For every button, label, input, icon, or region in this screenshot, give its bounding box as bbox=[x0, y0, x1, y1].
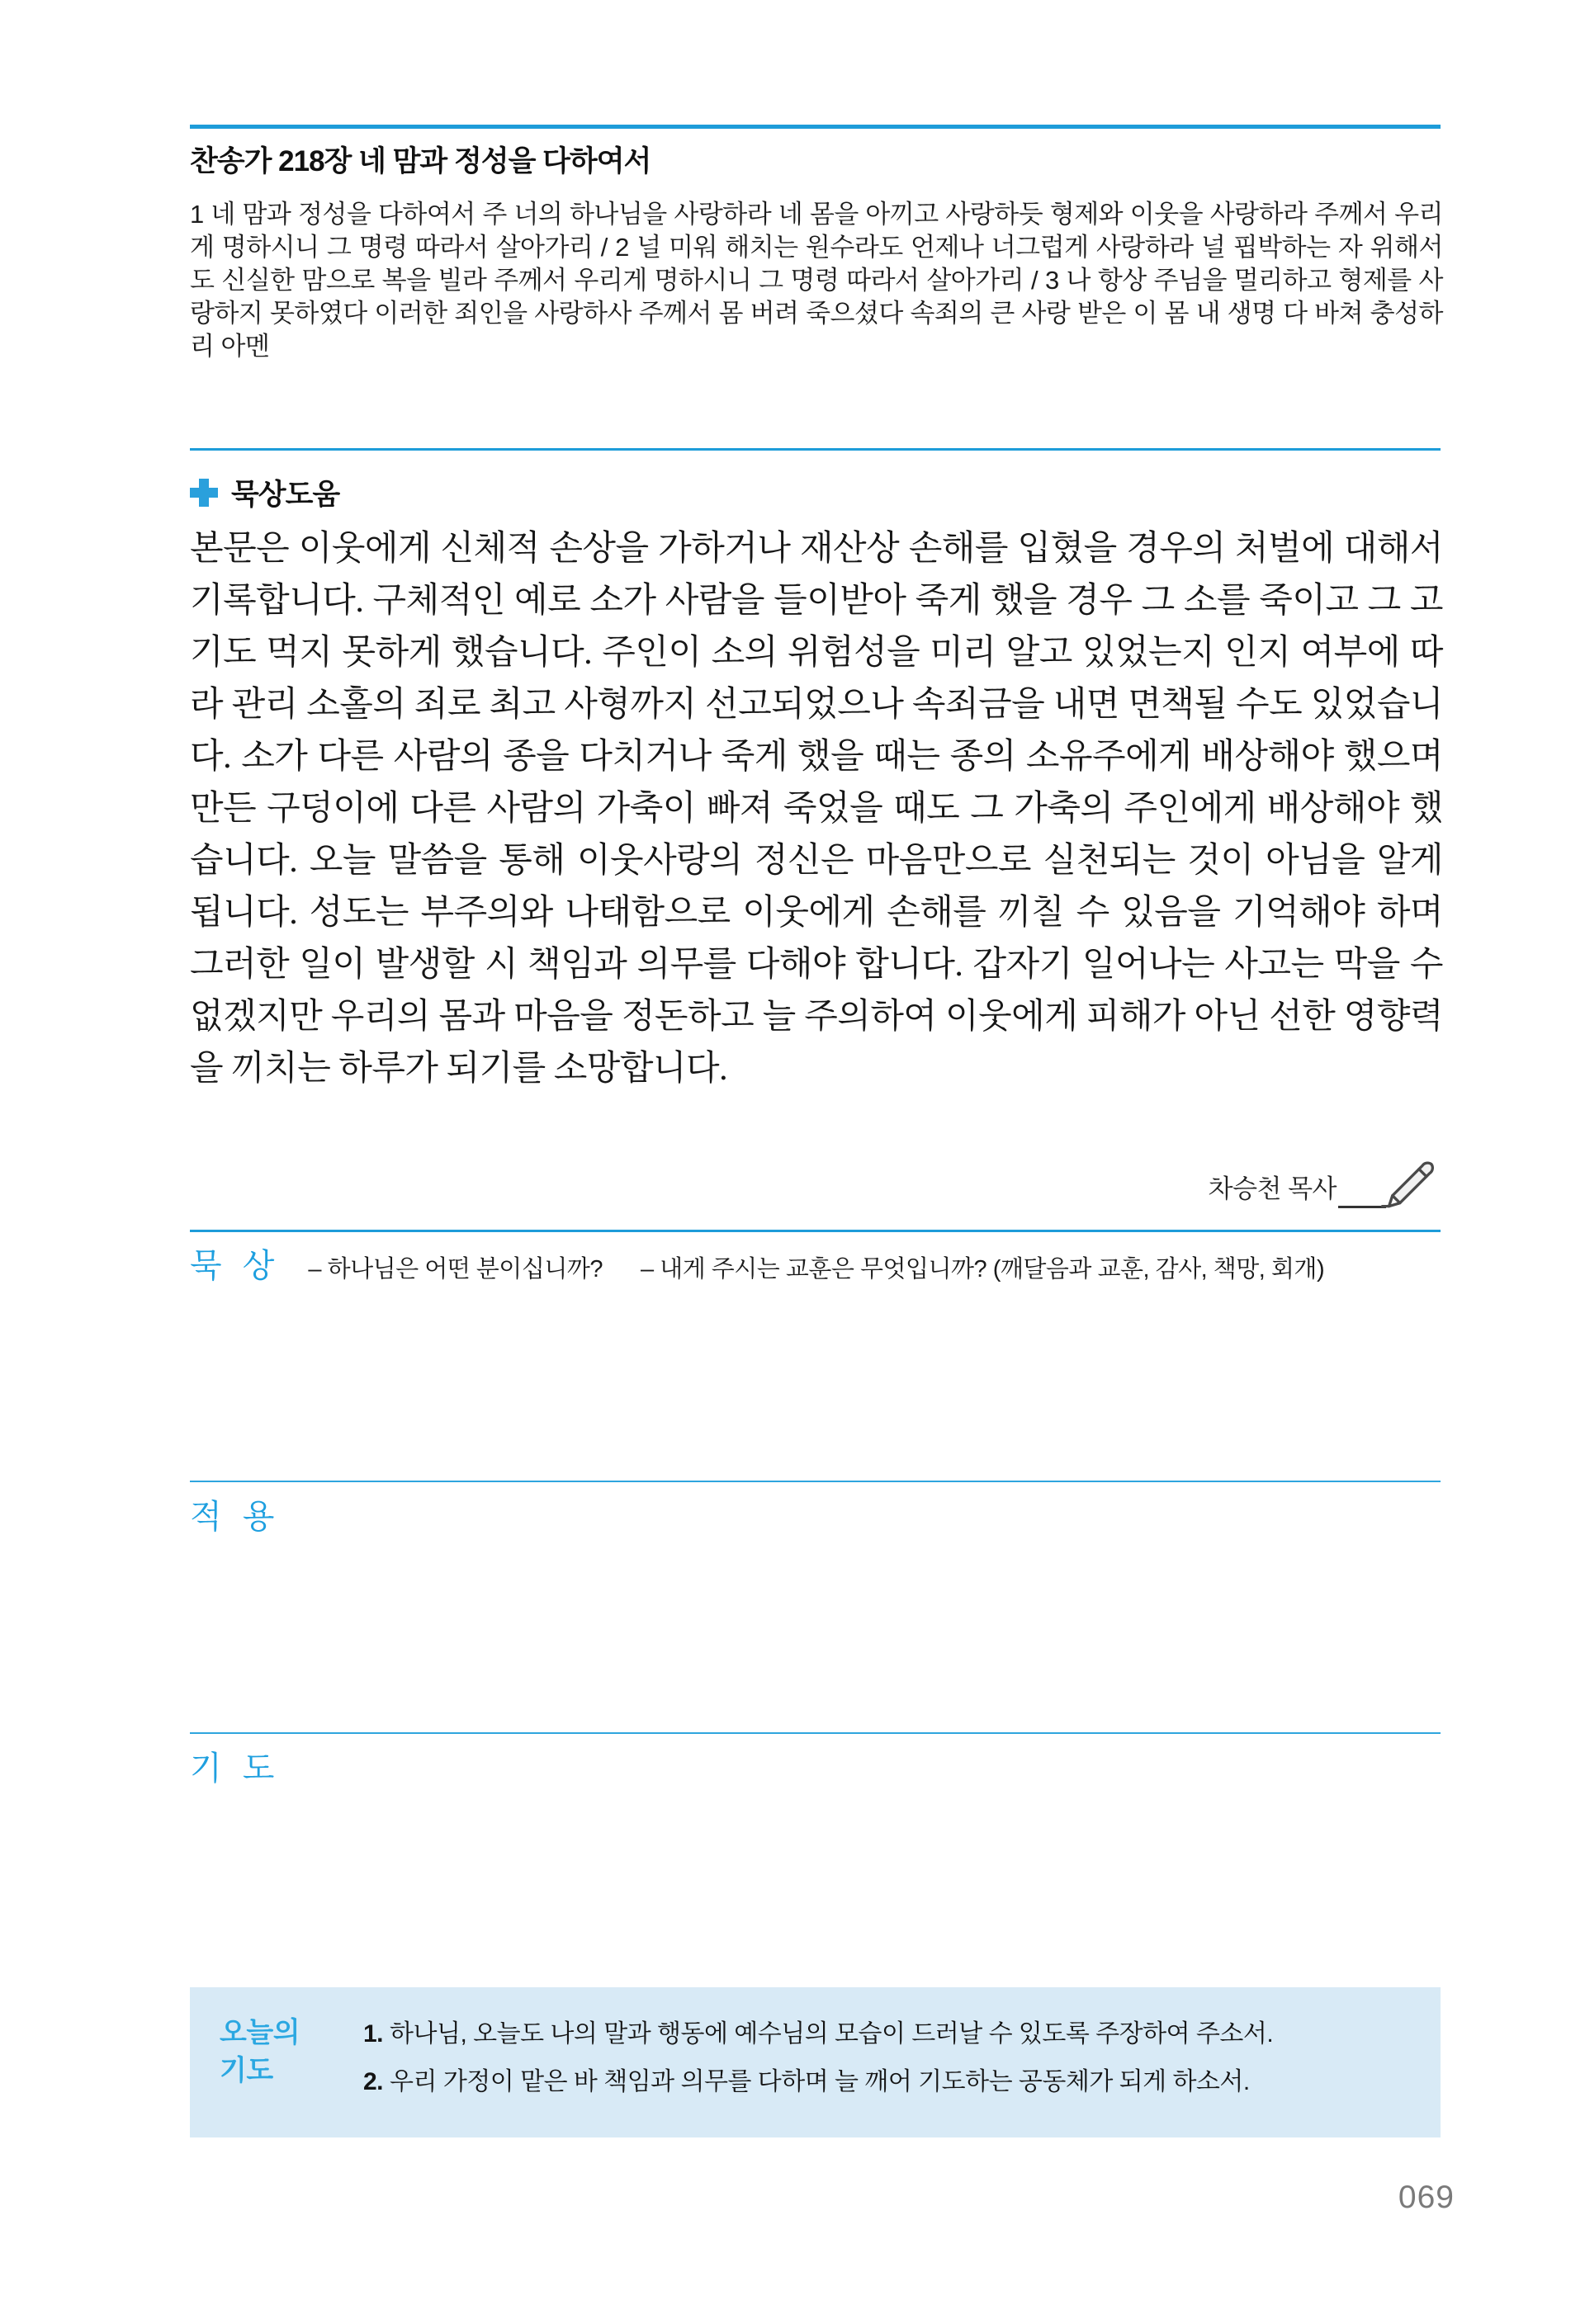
hymn-title: 찬송가 218장 네 맘과 정성을 다하여서 bbox=[190, 145, 651, 177]
today-prayer-label-line2: 기도 bbox=[220, 2055, 273, 2086]
meditation-help-body: 본문은 이웃에게 신체적 손상을 가하거나 재산상 손해를 입혔을 경우의 처벌에 대해서 기록합니다. 구체적인 예로 소가 사람을 들이받아 죽게 했을 경우 그 소를 죽이고 그 고기도 먹지 못하게 했습니다. 주인이 소의 위험성을 미리 알고 있었는지 인지 여부에 따라 관리 소홀의 죄로 최고 사형까지 선고되었으나 속죄금을 내면 면책될 수도 있었습니다. 소가 다른 사람의 종을 다치거나 죽게 했을 때는 종의 소유주에게 배상해야 했으며 만든 구덩이에 다른 사람의 가축이 빠져 죽었을 때도 그 가축의 주인에게 배상해야 했습니다. 오늘 말씀을 통해 이웃사랑의 정신은 마음만으로 실천되는 것이 아님을 알게 됩니다. 성도는 부주의와 나태함으로 이웃에게 손해를 끼칠 수 있음을 기억해야 하며 그러한 일이 발생할 시 책임과 의무를 다해야 합니다. 갑자기 일어나는 사고는 막을 수 없겠지만 우리의 몸과 마음을 정돈하고 늘 주의하여 이웃에게 피해가 아닌 선한 영향력을 끼치는 하루가 되기를 소망합니다. bbox=[190, 530, 1443, 1088]
today-prayer-item bbox=[363, 2010, 1273, 2058]
author-name: 차승천 목사 bbox=[1208, 1174, 1337, 1203]
today-prayer-item-number: 2. bbox=[363, 2068, 384, 2095]
meditation-help-header bbox=[190, 472, 339, 513]
meditation-questions bbox=[308, 1250, 1324, 1284]
meditation-divider bbox=[190, 1230, 1441, 1232]
today-prayer-box bbox=[190, 1987, 1441, 2137]
today-prayer-label-line1: 오늘의 bbox=[220, 2017, 300, 2048]
signature-line bbox=[1338, 1173, 1386, 1208]
prayer-label: 기 도 bbox=[190, 1750, 281, 1787]
today-prayer-item-text: 하나님, 오늘도 나의 말과 행동에 예수님의 모습이 드러날 수 있도록 주장하여 주소서. bbox=[390, 2020, 1274, 2048]
today-prayer-items bbox=[363, 2010, 1273, 2106]
plus-icon bbox=[190, 479, 218, 507]
prayer-divider bbox=[190, 1732, 1441, 1734]
today-prayer-item-text: 우리 가정이 맡은 바 책임과 의무를 다하며 늘 깨어 기도하는 공동체가 되게 하소서. bbox=[390, 2068, 1250, 2095]
today-prayer-item-number: 1. bbox=[363, 2020, 384, 2048]
page-number: 069 bbox=[1398, 2180, 1455, 2215]
meditation-question-2: – 내게 주시는 교훈은 무엇입니까? (깨달음과 교훈, 감사, 책망, 회개) bbox=[641, 1256, 1325, 1282]
prayer-section bbox=[190, 1742, 1441, 1789]
pencil-icon bbox=[1381, 1154, 1441, 1213]
meditation-help-label: 묵상도움 bbox=[231, 479, 340, 511]
application-label: 적 용 bbox=[190, 1499, 281, 1535]
meditation-section bbox=[190, 1240, 1441, 1287]
hymn-lyrics: 1 네 맘과 정성을 다하여서 주 너의 하나님을 사랑하라 네 몸을 아끼고 사랑하듯 형제와 이웃을 사랑하라 주께서 우리게 명하시니 그 명령 따라서 살아가리 / 2 널 미워 해치는 원수라도 언제나 너그럽게 사랑하라 널 핍박하는 자 위해서도 신실한 맘으로 복을 빌라 주께서 우리게 명하시니 그 명령 따라서 살아가리 / 3 나 항상 주님을 멀리하고 형제를 사랑하지 못하였다 이러한 죄인을 사랑하사 주께서 몸 버려 죽으셨다 속죄의 큰 사랑 받은 이 몸 내 생명 다 바쳐 충성하리 아멘 bbox=[190, 200, 1444, 361]
meditation-label: 묵 상 bbox=[190, 1248, 281, 1284]
today-prayer-item bbox=[363, 2058, 1273, 2106]
top-divider bbox=[190, 125, 1441, 129]
application-section bbox=[190, 1490, 1441, 1538]
hymn-bottom-divider bbox=[190, 448, 1441, 451]
today-prayer-label bbox=[220, 2014, 300, 2090]
application-divider bbox=[190, 1481, 1441, 1482]
author-signature bbox=[1209, 1154, 1441, 1208]
meditation-question-1: – 하나님은 어떤 분이십니까? bbox=[308, 1256, 603, 1282]
